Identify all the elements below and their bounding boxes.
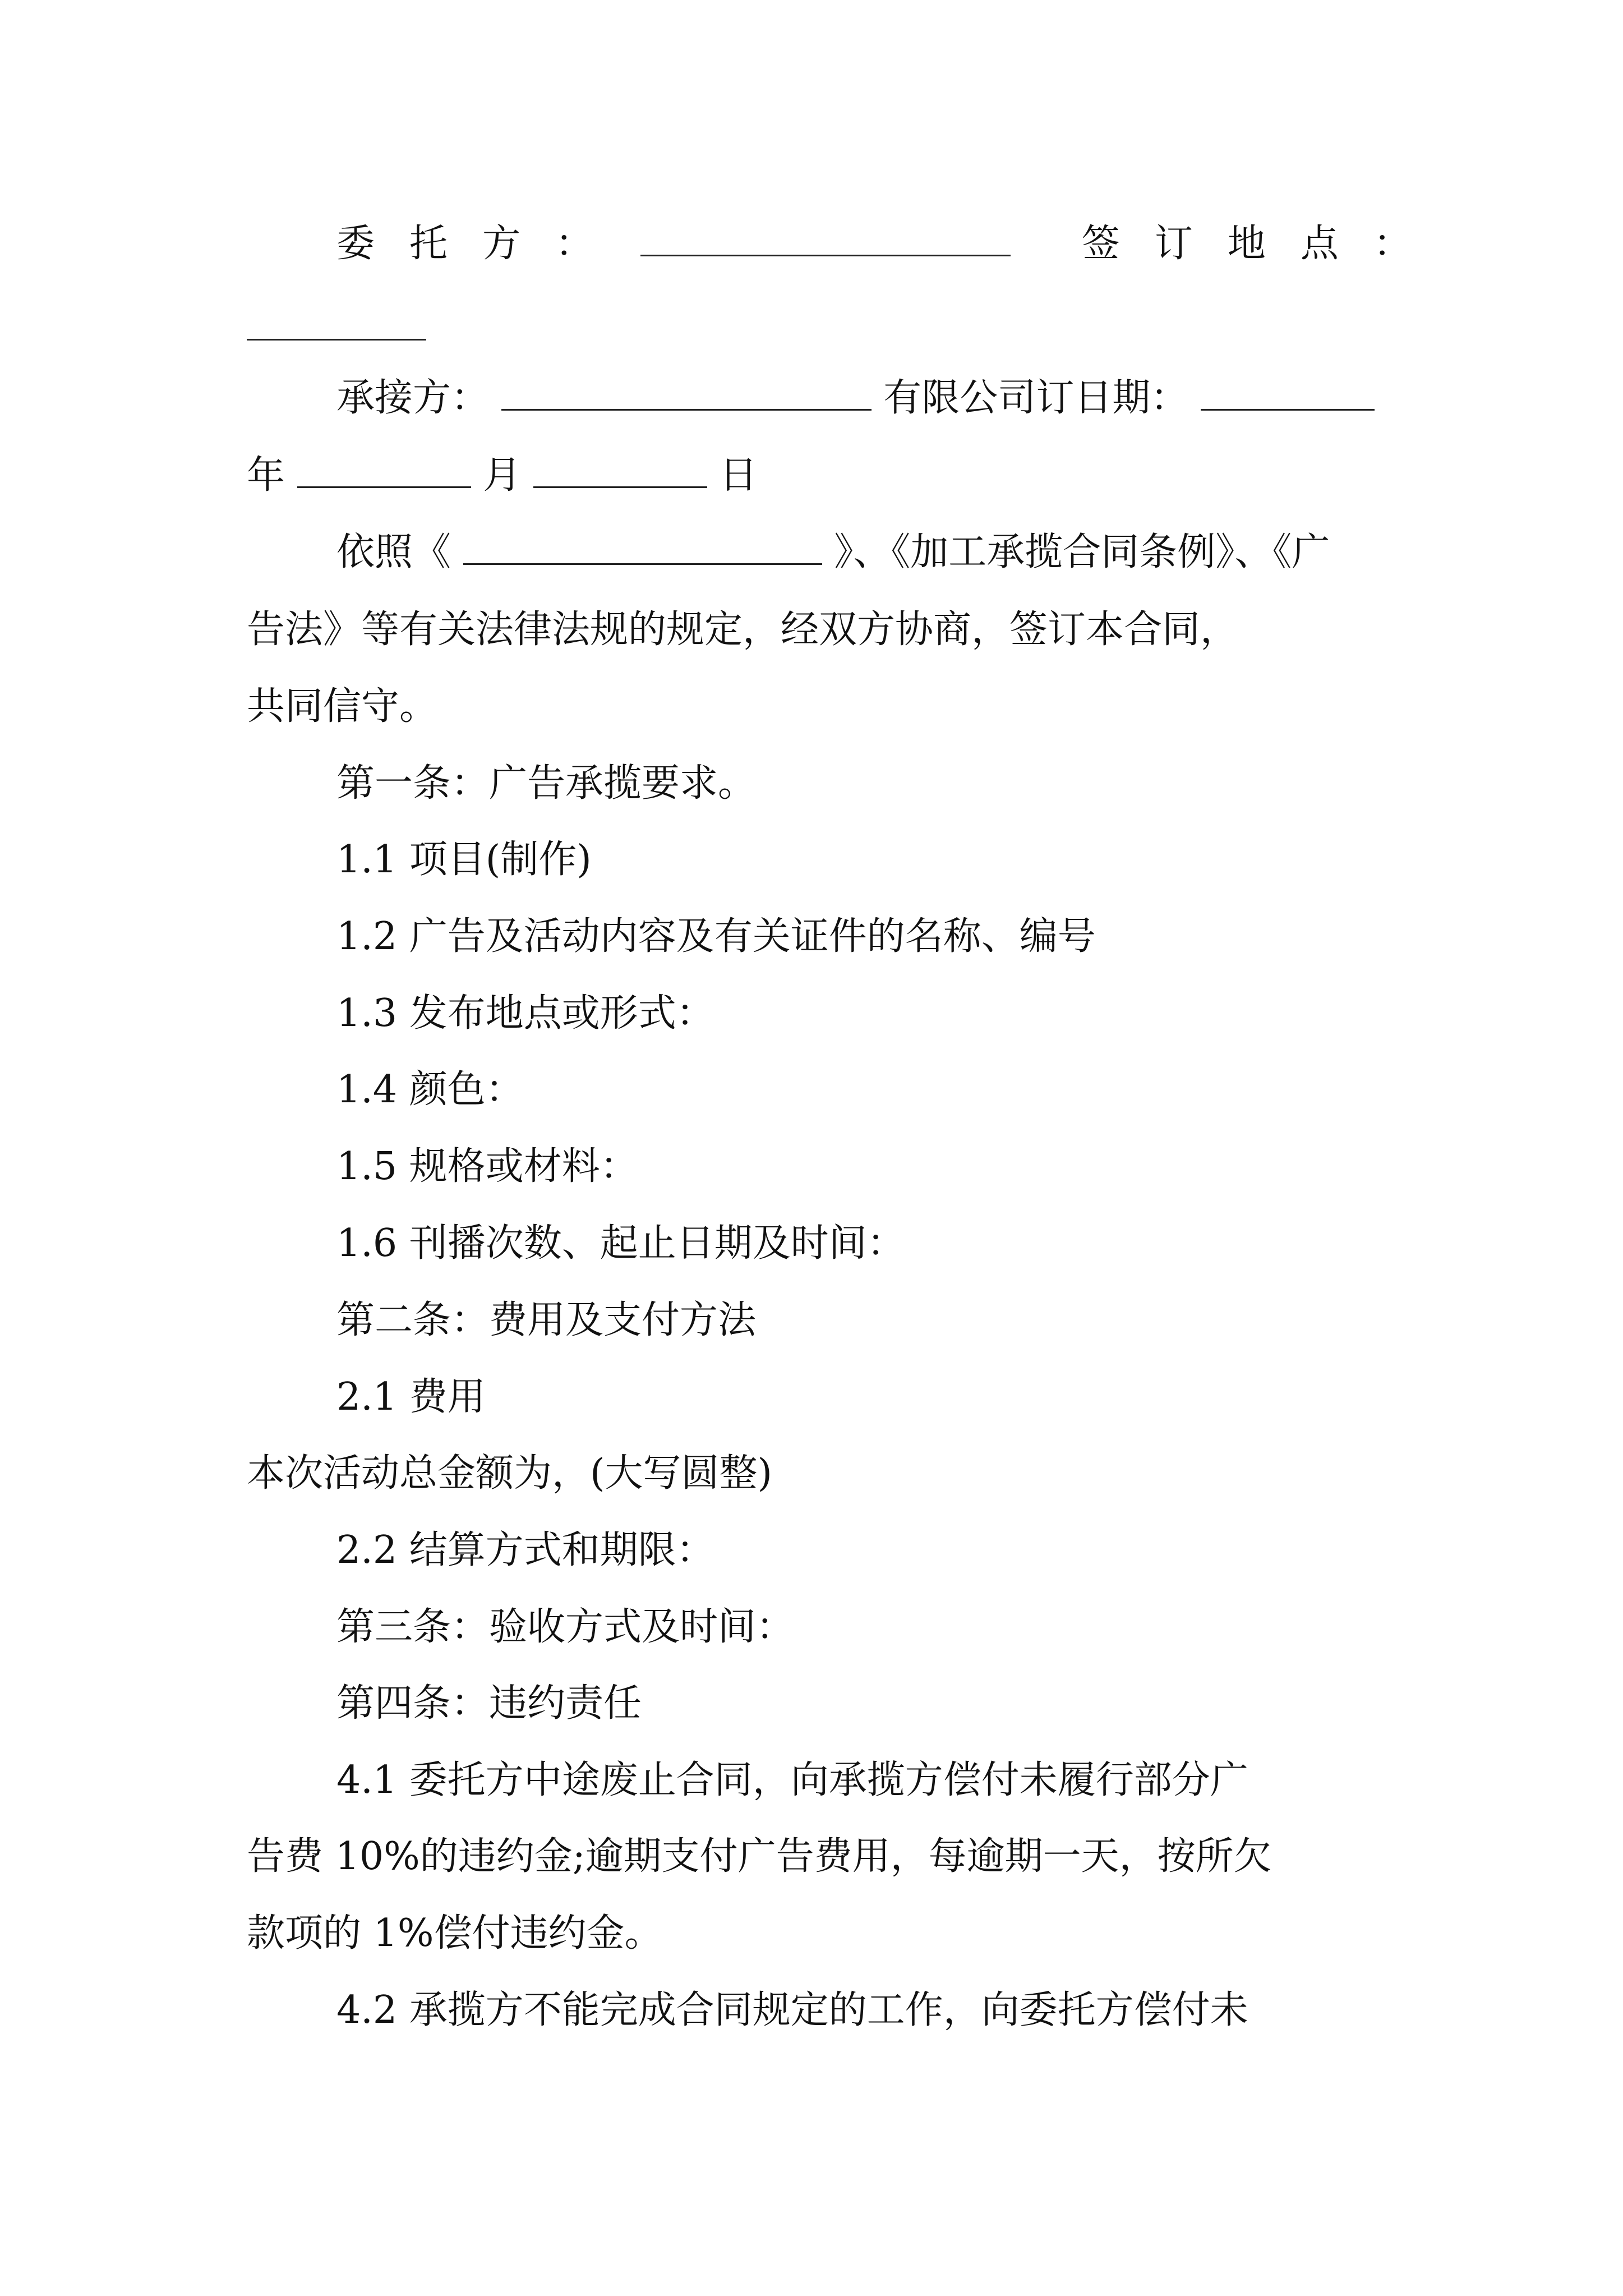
item-1-1: 1.1 项目(制作) <box>336 838 592 882</box>
date-line <box>247 448 758 504</box>
item-1-5: 1.5 规格或材料： <box>336 1144 638 1189</box>
day-label: 日 <box>719 453 758 498</box>
basis-line-1 <box>336 524 1330 581</box>
month-blank <box>533 454 707 488</box>
basis-line-2: 告法》等有关法律法规的规定，经双方协商，签订本合同， <box>247 608 1239 652</box>
signing-place-label: 签订地点： <box>1081 222 1446 266</box>
year-label: 年 <box>247 453 285 498</box>
item-2-2: 2.2 结算方式和期限： <box>336 1528 714 1572</box>
law-name-blank <box>463 531 822 565</box>
signing-place-blank-line <box>247 300 426 356</box>
date-blank-start <box>1201 376 1375 411</box>
client-signing-place-line <box>336 216 1446 272</box>
contractor-blank <box>501 376 872 411</box>
basis-suffix: 》、《加工承揽合同条例》、《广 <box>834 530 1330 574</box>
contractor-date-line <box>336 370 1375 426</box>
article-3-heading: 第三条：验收方式及时间： <box>336 1605 795 1649</box>
month-label: 月 <box>483 453 522 498</box>
item-1-4: 1.4 颜色： <box>336 1068 524 1112</box>
signing-place-blank <box>247 306 426 341</box>
basis-prefix: 依照《 <box>336 530 451 574</box>
item-4-1-line-3: 款项的 1%偿付违约金。 <box>247 1911 663 1955</box>
company-date-label: 有限公司订日期： <box>883 376 1189 420</box>
item-1-6: 1.6 刊播次数、起止日期及时间： <box>336 1221 905 1266</box>
total-amount-line: 本次活动总金额为，(大写圆整) <box>247 1451 773 1496</box>
client-label: 委托方： <box>336 222 629 266</box>
contractor-label: 承接方： <box>336 376 490 420</box>
client-blank <box>640 222 1011 256</box>
year-blank <box>297 454 471 488</box>
basis-line-3: 共同信守。 <box>247 684 438 729</box>
item-1-3: 1.3 发布地点或形式： <box>336 991 714 1036</box>
item-4-1-line-1: 4.1 委托方中途废止合同，向承揽方偿付未履行部分广 <box>336 1758 1248 1802</box>
article-1-heading: 第一条：广告承揽要求。 <box>336 761 757 806</box>
item-1-2: 1.2 广告及活动内容及有关证件的名称、编号 <box>336 914 1096 959</box>
article-2-heading: 第二条：费用及支付方法 <box>336 1298 757 1342</box>
item-4-1-line-2: 告费 10%的违约金;逾期支付广告费用，每逾期一天，按所欠 <box>247 1834 1272 1879</box>
article-4-heading: 第四条：违约责任 <box>336 1681 642 1726</box>
item-4-2-line-1: 4.2 承揽方不能完成合同规定的工作，向委托方偿付未 <box>336 1988 1248 2032</box>
item-2-1: 2.1 费用 <box>336 1375 486 1419</box>
